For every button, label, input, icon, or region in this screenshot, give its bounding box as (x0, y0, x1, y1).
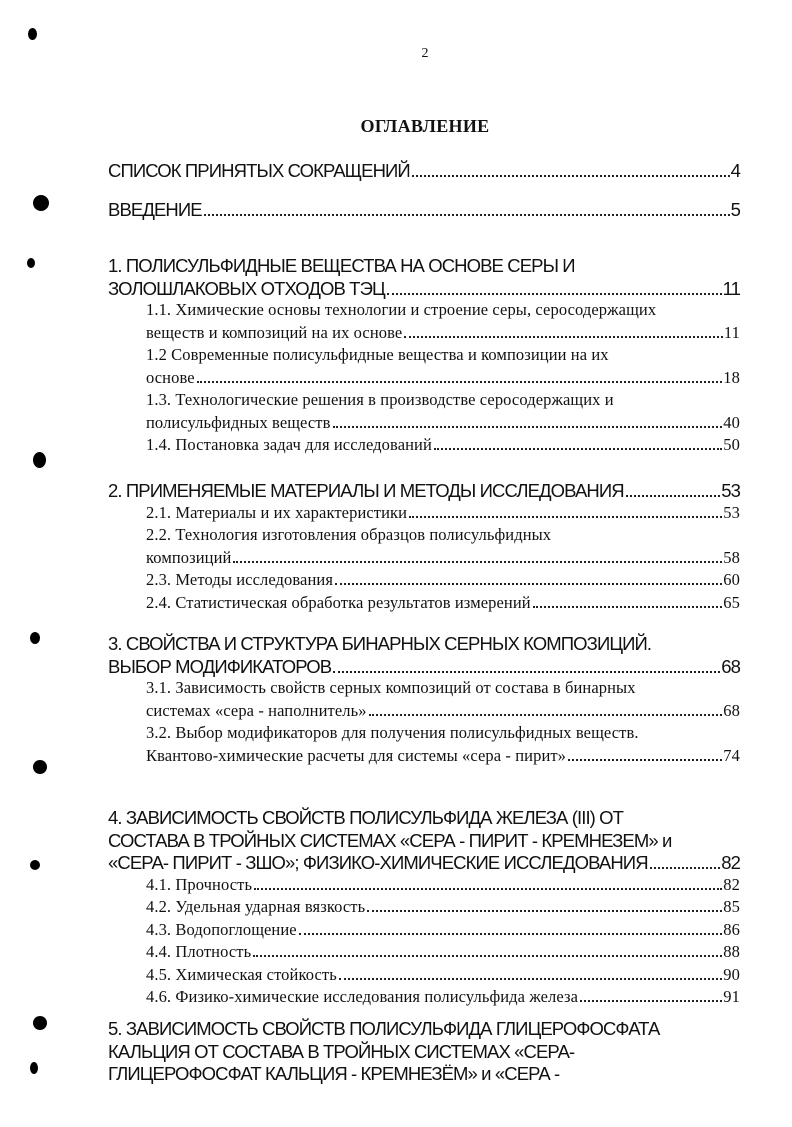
toc-chapter-entry[interactable] (108, 807, 740, 875)
toc-page-number: 82 (723, 874, 740, 894)
toc-section-entry[interactable] (108, 503, 740, 526)
dot-leader (650, 867, 721, 869)
toc-page-number: 91 (723, 987, 740, 1006)
toc-entry-text: 4. ЗАВИСИМОСТЬ СВОЙСТВ ПОЛИСУЛЬФИДА ЖЕЛЕЗА (III) ОТ (108, 807, 624, 828)
toc-section-entry[interactable] (108, 723, 740, 768)
toc-line (108, 255, 740, 278)
toc-page-number: 88 (723, 942, 740, 961)
toc-line (108, 548, 740, 571)
toc-line (108, 413, 740, 436)
toc-entry-text: 4.2. Удельная ударная вязкость (146, 897, 366, 916)
toc-entry-text: 1.1. Химические основы технологии и строение серы, серосодержащих (146, 300, 657, 319)
dot-leader (254, 888, 722, 890)
toc-entry-text: 2.4. Статистическая обработка результатов измерений (146, 592, 531, 612)
toc-section-entry[interactable] (108, 920, 740, 943)
toc-page-number: 11 (722, 277, 740, 299)
toc-entry-text: 1.4. Постановка задач для исследований (146, 435, 432, 454)
toc-section-entry[interactable] (108, 300, 740, 345)
toc-entry-text: «СЕРА- ПИРИТ - ЗШО»; ФИЗИКО-ХИМИЧЕСКИЕ ИССЛЕДОВАНИЯ (108, 852, 648, 873)
punch-hole-mark (33, 195, 49, 211)
toc-entry-text: полисульфидных веществ (146, 412, 331, 432)
punch-hole-mark (33, 1016, 47, 1030)
toc-entry-text: 4.6. Физико-химические исследования полисульфида железа (146, 987, 579, 1006)
dot-leader (409, 516, 722, 518)
toc-title: ОГЛАВЛЕНИЕ (360, 116, 490, 136)
toc-entry-text: 5. ЗАВИСИМОСТЬ СВОЙСТВ ПОЛИСУЛЬФИДА ГЛИЦЕРОФОСФАТА (108, 1018, 660, 1039)
toc-group (108, 807, 740, 1010)
toc-chapter-entry[interactable] (108, 1018, 740, 1086)
toc-line (108, 1041, 740, 1064)
toc-entry-text: Квантово-химические расчеты для системы «сера - пирит» (146, 745, 567, 765)
toc-entry-text: 1.2 Современные полисульфидные вещества и композиции на их (146, 345, 609, 364)
toc-line (108, 503, 740, 526)
toc-page-number: 86 (723, 919, 740, 939)
toc-chapter-entry[interactable] (108, 199, 740, 222)
dot-leader (434, 448, 722, 450)
toc-entry-text: системах «сера - наполнитель» (146, 700, 367, 720)
dot-leader (404, 336, 723, 338)
toc-entry-text: 4.3. Водопоглощение (146, 919, 297, 939)
dot-leader (568, 759, 722, 761)
toc-chapter-entry[interactable] (108, 160, 740, 183)
toc-group (108, 1018, 740, 1086)
toc-entry-text: 1.3. Технологические решения в производстве серосодержащих и (146, 390, 614, 409)
punch-hole-mark (30, 860, 40, 870)
toc-entry-text: СОСТАВА В ТРОЙНЫХ СИСТЕМАХ «СЕРА - ПИРИТ - КРЕМНЕЗЕМ» и (108, 829, 672, 851)
dot-leader (339, 978, 722, 980)
page-number: 2 (421, 46, 429, 61)
toc-page-number: 58 (723, 547, 740, 567)
toc-chapter-entry[interactable] (108, 480, 740, 503)
toc-page-number: 82 (721, 852, 740, 873)
toc-page-number: 18 (723, 367, 740, 387)
toc-line (108, 368, 740, 391)
toc-page-number: 90 (723, 964, 740, 984)
dot-leader (580, 1000, 722, 1002)
toc-entry-text: 2. ПРИМЕНЯЕМЫЕ МАТЕРИАЛЫ И МЕТОДЫ ИССЛЕДОВАНИЯ (108, 480, 624, 501)
punch-hole-mark (28, 28, 37, 40)
toc-page-number: 68 (721, 655, 740, 677)
dot-leader (369, 714, 723, 716)
toc-line (108, 897, 740, 920)
toc-line (108, 875, 740, 898)
toc-line (108, 570, 740, 593)
toc-line (108, 701, 740, 724)
toc-group (108, 480, 740, 615)
toc-entry-text: 4.4. Плотность (146, 942, 252, 961)
toc-page-number: 50 (723, 435, 740, 454)
dot-leader (367, 910, 722, 912)
dot-leader (335, 583, 722, 585)
toc-line (108, 678, 740, 701)
dot-leader (533, 606, 723, 608)
toc-section-entry[interactable] (108, 570, 740, 593)
dot-leader (204, 214, 730, 216)
toc-line (108, 807, 740, 830)
toc-group (108, 255, 740, 458)
toc-page-number: 11 (723, 322, 740, 342)
toc-line (108, 1018, 740, 1041)
toc-line (108, 593, 740, 616)
toc-section-entry[interactable] (108, 435, 740, 458)
toc-line (108, 278, 740, 301)
toc-entry-text: веществ и композиций на их основе (146, 322, 403, 342)
toc-section-entry[interactable] (108, 965, 740, 988)
toc-line (108, 656, 740, 679)
toc-line (108, 323, 740, 346)
toc-page-number: 68 (723, 700, 740, 720)
toc-line (108, 987, 740, 1010)
toc-section-entry[interactable] (108, 942, 740, 965)
toc-page-number: 4 (730, 160, 740, 181)
toc-page-number: 65 (723, 592, 740, 612)
dot-leader (412, 175, 730, 177)
punch-hole-mark (30, 632, 40, 644)
toc-entry-text: КАЛЬЦИЯ ОТ СОСТАВА В ТРОЙНЫХ СИСТЕМАХ «СЕРА- (108, 1040, 575, 1062)
dot-leader (333, 671, 720, 673)
toc-page-number: 74 (723, 745, 740, 765)
toc-group (108, 199, 740, 222)
toc-page-number: 53 (721, 480, 740, 501)
toc-section-entry[interactable] (108, 593, 740, 616)
toc-section-entry[interactable] (108, 897, 740, 920)
toc-entry-text: ЗОЛОШЛАКОВЫХ ОТХОДОВ ТЭЦ (108, 277, 385, 299)
toc-entry-text: 3.1. Зависимость свойств серных композиций от состава в бинарных (146, 678, 636, 697)
toc-line (108, 525, 740, 548)
toc-entry-text: ГЛИЦЕРОФОСФАТ КАЛЬЦИЯ - КРЕМНЕЗЁМ» и «СЕРА - (108, 1063, 560, 1084)
toc-entry-text: 3. СВОЙСТВА И СТРУКТУРА БИНАРНЫХ СЕРНЫХ КОМПОЗИЦИЙ. (108, 633, 652, 654)
toc-line (108, 390, 740, 413)
toc-entry-text: 2.1. Материалы и их характеристики (146, 502, 408, 522)
toc-entry-text: ВВЕДЕНИЕ (108, 199, 202, 220)
punch-hole-mark (30, 1062, 38, 1074)
toc-page-number: 60 (723, 570, 740, 589)
toc-page-number: 5 (730, 199, 740, 220)
toc-line (108, 199, 740, 222)
toc-page-number: 85 (723, 897, 740, 916)
punch-hole-mark (33, 452, 46, 468)
toc-entry-text: 3.2. Выбор модификаторов для получения полисульфидных веществ. (146, 723, 639, 742)
dot-leader (253, 955, 722, 957)
dot-leader (197, 381, 723, 383)
toc-entry-text: 2.3. Методы исследования (146, 570, 334, 589)
toc-line (108, 435, 740, 458)
toc-entry-text: 2.2. Технология изготовления образцов полисульфидных (146, 525, 552, 544)
toc-line (108, 1063, 740, 1086)
toc-line (108, 480, 740, 503)
toc-chapter-entry[interactable] (108, 633, 740, 678)
toc-line (108, 723, 740, 746)
toc-line (108, 633, 740, 656)
toc-section-entry[interactable] (108, 345, 740, 390)
toc-entry-text: композиций (146, 547, 232, 567)
toc-group (108, 633, 740, 768)
toc-entry-text: 4.5. Химическая стойкость (146, 964, 337, 984)
toc-line (108, 920, 740, 943)
toc-line (108, 830, 740, 853)
dot-leader (333, 426, 723, 428)
toc-section-entry[interactable] (108, 678, 740, 723)
toc-section-entry[interactable] (108, 390, 740, 435)
toc-line (108, 160, 740, 183)
dot-leader (233, 561, 722, 563)
toc-line (108, 300, 740, 323)
toc-section-entry[interactable] (108, 987, 740, 1010)
toc-line (108, 852, 740, 875)
toc-section-entry[interactable] (108, 525, 740, 570)
toc-chapter-entry[interactable] (108, 255, 740, 300)
toc-page-number: 40 (723, 412, 740, 432)
punch-hole-mark (33, 760, 47, 774)
toc-page-number: 53 (723, 502, 740, 522)
toc-entry-text: ВЫБОР МОДИФИКАТОРОВ (108, 655, 332, 677)
toc-section-entry[interactable] (108, 875, 740, 898)
toc-entry-text: 4.1. Прочность (146, 874, 253, 894)
toc-line (108, 345, 740, 368)
toc-entry-text: основе (146, 367, 195, 387)
dot-leader (387, 293, 722, 295)
toc-line (108, 942, 740, 965)
punch-hole-mark (27, 258, 35, 268)
toc-entry-text: СПИСОК ПРИНЯТЫХ СОКРАЩЕНИЙ (108, 160, 410, 181)
toc-entry-text: 1. ПОЛИСУЛЬФИДНЫЕ ВЕЩЕСТВА НА ОСНОВЕ СЕРЫ И (108, 255, 575, 276)
toc-group (108, 160, 740, 183)
toc-line (108, 746, 740, 769)
dot-leader (626, 495, 720, 497)
dot-leader (299, 933, 723, 935)
toc-line (108, 965, 740, 988)
